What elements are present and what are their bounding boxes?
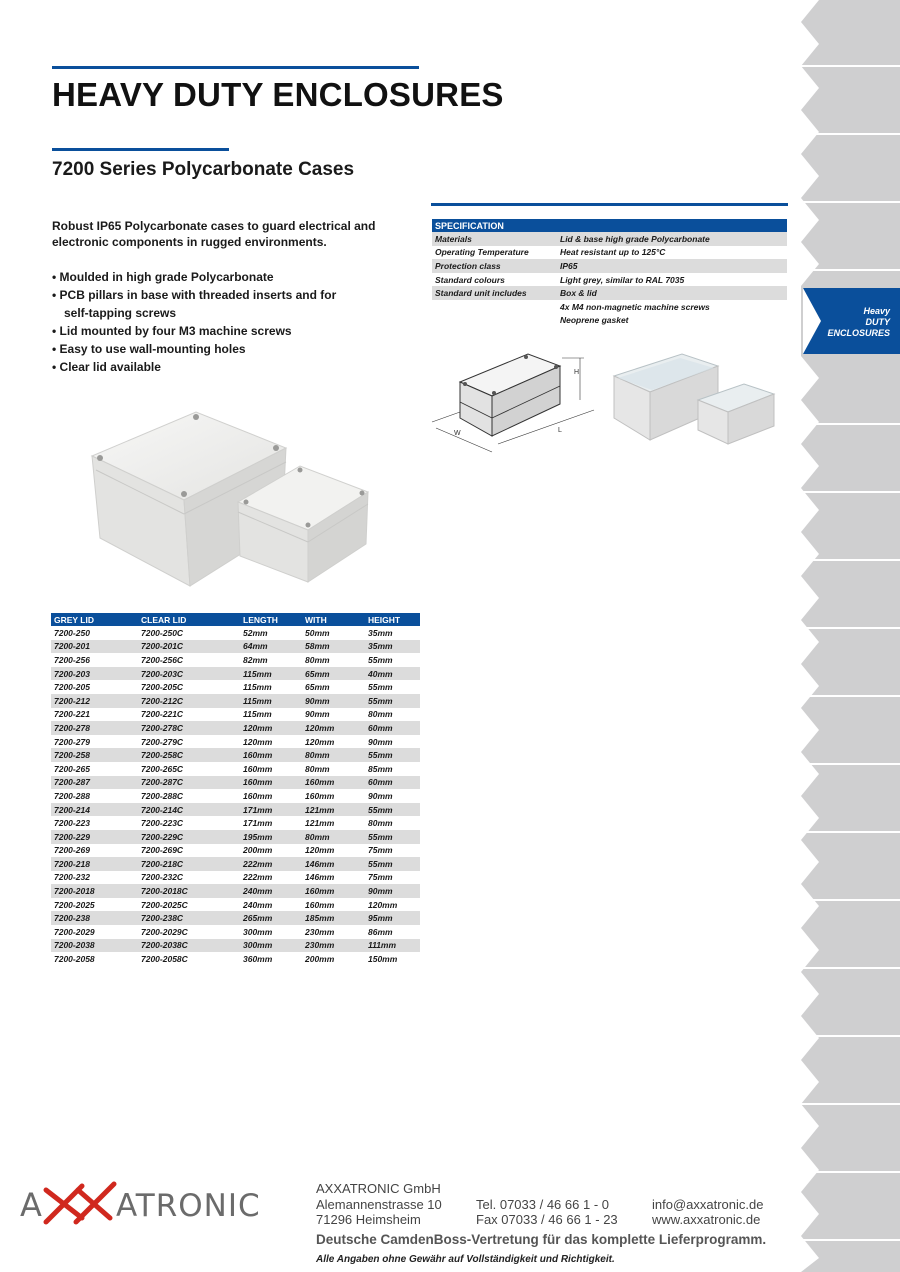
length-value: 195mm — [240, 830, 302, 844]
grey-lid-code: 7200-223 — [54, 818, 90, 829]
clear-lid-code: 7200-2018C — [138, 884, 240, 898]
table-row — [51, 911, 420, 925]
height-value: 75mm — [368, 872, 393, 883]
spec-value: IP65 — [557, 259, 787, 273]
footer-email[interactable]: info@axxatronic.de — [652, 1197, 764, 1212]
clear-lid-code: 7200-287C — [138, 776, 240, 790]
height-value: 111mm — [365, 939, 420, 953]
feature-item: • PCB pillars in base with threaded inserts and for — [52, 288, 337, 302]
length-value: 240mm — [240, 884, 302, 898]
table-row — [51, 789, 420, 803]
width-value: 58mm — [302, 640, 365, 654]
height-value: 60mm — [365, 721, 420, 735]
spec-row — [432, 259, 787, 273]
spec-row — [432, 314, 787, 328]
length-value: 115mm — [243, 709, 272, 720]
spec-key: Operating Temperature — [435, 247, 529, 258]
spec-value: Heat resistant up to 125°C — [560, 247, 666, 258]
footer-tel: Tel. 07033 / 46 66 1 - 0 — [476, 1197, 609, 1212]
height-value: 90mm — [368, 736, 393, 747]
col-width: WITH — [302, 613, 365, 626]
spec-key: Standard colours — [435, 274, 505, 285]
table-row — [51, 816, 420, 830]
spec-row — [432, 232, 787, 246]
clear-lid-code: 7200-258C — [138, 748, 240, 762]
table-row — [51, 708, 420, 722]
side-tab-line1: Heavy — [863, 306, 890, 316]
spec-key — [432, 314, 557, 328]
title-rule — [52, 66, 419, 69]
height-value: 55mm — [365, 830, 420, 844]
width-value: 80mm — [302, 748, 365, 762]
length-value: 120mm — [243, 736, 273, 747]
grey-lid-code: 7200-2018 — [51, 884, 138, 898]
side-tab-strip — [801, 0, 900, 1272]
grey-lid-code: 7200-269 — [54, 845, 90, 856]
table-row — [51, 871, 420, 885]
height-value: 55mm — [365, 803, 420, 817]
height-value: 35mm — [365, 640, 420, 654]
width-value: 65mm — [302, 667, 365, 681]
clear-lid-code: 7200-201C — [138, 640, 240, 654]
grey-lid-code: 7200-221 — [54, 709, 90, 720]
length-value: 300mm — [240, 939, 302, 953]
table-row — [51, 762, 420, 776]
grey-lid-code: 7200-2029 — [54, 926, 95, 937]
intro-text: Robust IP65 Polycarbonate cases to guard electrical and electronic components in rugged environments. — [52, 219, 376, 249]
grey-lid-code: 7200-265 — [54, 763, 90, 774]
spec-value: Box & lid — [557, 286, 787, 300]
feature-item: self-tapping screws — [64, 306, 177, 320]
length-value: 120mm — [240, 721, 302, 735]
feature-item: • Easy to use wall-mounting holes — [52, 342, 246, 356]
clear-lid-code: 7200-269C — [141, 845, 184, 856]
feature-list — [52, 268, 412, 376]
clear-lid-code: 7200-2025C — [141, 899, 188, 910]
width-value: 80mm — [305, 763, 330, 774]
length-value: 265mm — [240, 911, 302, 925]
height-value: 80mm — [368, 818, 393, 829]
length-value: 360mm — [243, 954, 273, 965]
axxatronic-logo — [20, 1178, 280, 1228]
table-row — [51, 884, 420, 898]
table-row — [51, 844, 420, 858]
width-value: 120mm — [305, 845, 335, 856]
grey-lid-code: 7200-278 — [51, 721, 138, 735]
clear-lid-code: 7200-232C — [141, 872, 184, 883]
clear-lid-code: 7200-229C — [138, 830, 240, 844]
height-value: 55mm — [368, 654, 393, 665]
footer-street: Alemannenstrasse 10 — [316, 1197, 442, 1212]
width-value: 230mm — [302, 939, 365, 953]
length-value: 240mm — [243, 899, 273, 910]
clear-lid-code: 7200-221C — [141, 709, 184, 720]
footer-fax: Fax 07033 / 46 66 1 - 23 — [476, 1212, 618, 1227]
height-value: 40mm — [365, 667, 420, 681]
feature-item: • Lid mounted by four M3 machine screws — [52, 324, 292, 338]
grey-lid-code: 7200-288 — [54, 790, 90, 801]
table-row — [51, 748, 420, 762]
diagram-l-label: L — [558, 427, 562, 434]
length-value: 222mm — [243, 872, 273, 883]
spec-rule — [431, 203, 788, 206]
clear-lid-code: 7200-278C — [138, 721, 240, 735]
height-value: 90mm — [368, 790, 393, 801]
height-value: 86mm — [368, 926, 393, 937]
grey-lid-code: 7200-2038 — [51, 939, 138, 953]
width-value: 121mm — [302, 803, 365, 817]
svg-text:A: A — [20, 1186, 42, 1224]
grey-lid-code: 7200-279 — [54, 736, 90, 747]
diagram-h-label: H — [574, 369, 580, 376]
height-value: 55mm — [365, 748, 420, 762]
clear-lid-code: 7200-2058C — [141, 954, 188, 965]
footer-tagline: Deutsche CamdenBoss-Vertretung für das komplette Lieferprogramm. — [316, 1232, 767, 1247]
footer-company: AXXATRONIC GmbH — [316, 1181, 441, 1196]
grey-lid-code: 7200-256 — [54, 654, 90, 665]
height-value: 55mm — [368, 682, 393, 693]
table-row — [51, 952, 420, 966]
grey-lid-code: 7200-232 — [54, 872, 90, 883]
footer-city: 71296 Heimsheim — [316, 1212, 421, 1227]
width-value: 80mm — [302, 830, 365, 844]
spec-heading: SPECIFICATION — [432, 219, 787, 232]
svg-text:ATRONIC: ATRONIC — [116, 1188, 261, 1224]
table-row — [51, 925, 420, 939]
spec-key: Materials — [432, 232, 557, 246]
table-row — [51, 667, 420, 681]
width-value: 90mm — [305, 709, 330, 720]
height-value: 90mm — [365, 884, 420, 898]
width-value: 160mm — [305, 790, 335, 801]
grey-lid-code: 7200-238 — [51, 911, 138, 925]
parts-table — [51, 613, 420, 966]
table-row — [51, 939, 420, 953]
length-value: 160mm — [243, 763, 273, 774]
height-value: 35mm — [368, 627, 393, 638]
clear-lid-code: 7200-203C — [138, 667, 240, 681]
clear-lid-code: 7200-265C — [141, 763, 184, 774]
table-row — [51, 626, 420, 640]
height-value: 150mm — [368, 954, 398, 965]
clear-lid-enclosures-image — [610, 348, 780, 448]
width-value: 160mm — [302, 776, 365, 790]
clear-lid-code: 7200-205C — [141, 682, 184, 693]
height-value: 95mm — [365, 911, 420, 925]
length-value: 171mm — [243, 818, 273, 829]
grey-lid-code: 7200-287 — [51, 776, 138, 790]
table-row — [51, 830, 420, 844]
side-tab-line3: ENCLOSURES — [827, 328, 890, 338]
footer-row-1 — [316, 1197, 442, 1212]
width-value: 200mm — [305, 954, 335, 965]
clear-lid-code: 7200-2038C — [138, 939, 240, 953]
spec-row — [432, 273, 787, 287]
length-value: 171mm — [240, 803, 302, 817]
table-row — [51, 721, 420, 735]
width-value: 90mm — [302, 694, 365, 708]
length-value: 160mm — [240, 748, 302, 762]
length-value: 115mm — [240, 667, 302, 681]
diagram-w-label: W — [454, 430, 461, 437]
spec-row — [432, 286, 787, 300]
grey-lid-code: 7200-2025 — [54, 899, 95, 910]
height-value: 80mm — [368, 709, 393, 720]
side-tab-label — [820, 306, 890, 339]
width-value: 146mm — [302, 857, 365, 871]
length-value: 115mm — [240, 694, 302, 708]
footer-disclaimer: Alle Angaben ohne Gewähr auf Vollständigkeit und Richtigkeit. — [316, 1254, 615, 1265]
width-value: 50mm — [305, 627, 330, 638]
length-value: 160mm — [240, 776, 302, 790]
table-row — [51, 640, 420, 654]
width-value: 230mm — [305, 926, 335, 937]
grey-lid-code: 7200-258 — [51, 748, 138, 762]
height-value: 75mm — [368, 845, 393, 856]
height-value: 55mm — [365, 694, 420, 708]
clear-lid-code: 7200-279C — [141, 736, 184, 747]
length-value: 200mm — [243, 845, 273, 856]
col-height: HEIGHT — [365, 613, 420, 626]
grey-lid-code: 7200-205 — [54, 682, 90, 693]
specification-table — [432, 219, 787, 327]
spec-row — [432, 246, 787, 260]
table-row — [51, 694, 420, 708]
length-value: 115mm — [243, 682, 272, 693]
col-grey-lid: GREY LID — [51, 613, 138, 626]
width-value: 160mm — [305, 899, 335, 910]
table-row — [51, 735, 420, 749]
clear-lid-code: 7200-214C — [138, 803, 240, 817]
grey-lid-code: 7200-229 — [51, 830, 138, 844]
dimension-drawing — [428, 340, 610, 455]
table-row — [51, 776, 420, 790]
grey-lid-enclosures-image — [86, 404, 386, 590]
width-value: 65mm — [305, 682, 330, 693]
clear-lid-code: 7200-2029C — [141, 926, 188, 937]
width-value: 121mm — [305, 818, 335, 829]
grey-lid-code: 7200-2058 — [54, 954, 95, 965]
parts-table-body — [51, 626, 420, 966]
clear-lid-code: 7200-250C — [141, 627, 184, 638]
height-value: 60mm — [365, 776, 420, 790]
spec-value: Light grey, similar to RAL 7035 — [560, 274, 685, 285]
table-row — [51, 680, 420, 694]
width-value: 120mm — [302, 721, 365, 735]
width-value: 120mm — [305, 736, 335, 747]
clear-lid-code: 7200-218C — [138, 857, 240, 871]
grey-lid-code: 7200-212 — [51, 694, 138, 708]
spec-key: Standard unit includes — [432, 286, 557, 300]
footer-row-2 — [316, 1212, 421, 1227]
clear-lid-code: 7200-223C — [141, 818, 184, 829]
table-row — [51, 857, 420, 871]
parts-header-row — [51, 613, 420, 626]
grey-lid-code: 7200-201 — [51, 640, 138, 654]
subtitle-rule — [52, 148, 229, 151]
length-value: 300mm — [243, 926, 273, 937]
clear-lid-code: 7200-212C — [138, 694, 240, 708]
grey-lid-code: 7200-218 — [51, 857, 138, 871]
width-value: 185mm — [302, 911, 365, 925]
height-value: 120mm — [368, 899, 398, 910]
table-row — [51, 653, 420, 667]
spec-value: 4x M4 non-magnetic machine screws — [560, 301, 710, 312]
clear-lid-code: 7200-288C — [141, 790, 184, 801]
col-length: LENGTH — [240, 613, 302, 626]
length-value: 222mm — [240, 857, 302, 871]
clear-lid-code: 7200-256C — [141, 654, 184, 665]
grey-lid-code: 7200-250 — [54, 627, 90, 638]
width-value: 80mm — [305, 654, 330, 665]
spec-value: Neoprene gasket — [560, 315, 629, 326]
table-row — [51, 803, 420, 817]
length-value: 160mm — [243, 790, 273, 801]
length-value: 82mm — [243, 654, 268, 665]
spec-key — [432, 300, 557, 314]
table-row — [51, 898, 420, 912]
side-tab-line2: DUTY — [865, 317, 890, 327]
spec-value: Lid & base high grade Polycarbonate — [557, 232, 787, 246]
width-value: 160mm — [302, 884, 365, 898]
grey-lid-code: 7200-214 — [51, 803, 138, 817]
page-subtitle: 7200 Series Polycarbonate Cases — [52, 159, 355, 180]
footer-web[interactable]: www.axxatronic.de — [652, 1212, 761, 1227]
feature-item: • Clear lid available — [52, 360, 161, 374]
page-title: HEAVY DUTY ENCLOSURES — [52, 76, 504, 113]
height-value: 85mm — [368, 763, 393, 774]
spec-key: Protection class — [432, 259, 557, 273]
clear-lid-code: 7200-238C — [138, 911, 240, 925]
height-value: 55mm — [365, 857, 420, 871]
width-value: 146mm — [305, 872, 335, 883]
col-clear-lid: CLEAR LID — [138, 613, 240, 626]
length-value: 64mm — [240, 640, 302, 654]
feature-item: • Moulded in high grade Polycarbonate — [52, 270, 274, 284]
grey-lid-code: 7200-203 — [51, 667, 138, 681]
chevron-strip-graphic — [801, 0, 900, 1272]
length-value: 52mm — [243, 627, 268, 638]
spec-row — [432, 300, 787, 314]
